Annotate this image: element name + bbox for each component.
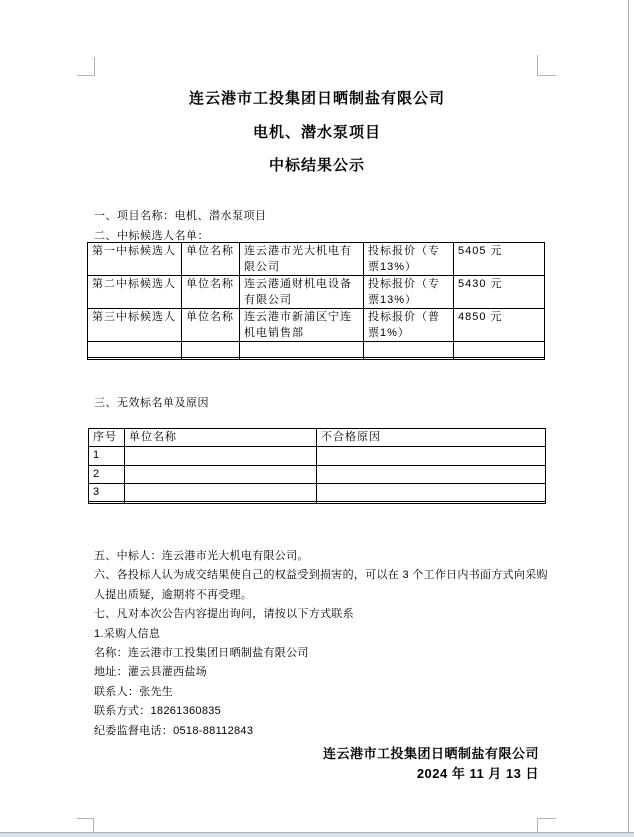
table-cell: 3 (89, 484, 125, 502)
document-title-announcement: 中标结果公示 (268, 157, 365, 174)
table-cell (317, 484, 546, 502)
table-cell: 单位名称 (182, 243, 240, 276)
table-row (88, 276, 545, 309)
title-block (0, 82, 634, 183)
table-row (88, 309, 545, 342)
paragraph-purchaser-info: 1.采购人信息 (94, 627, 161, 640)
table-cell (317, 501, 546, 503)
section-3-invalid-bids: 三、无效标名单及原因 (94, 397, 209, 409)
table-cell: 投标报价（普票1%） (364, 309, 454, 342)
table-cell: 2 (89, 466, 125, 484)
table-cell: 序号 (89, 429, 125, 447)
table-cell: 第三中标候选人 (88, 309, 182, 342)
table-cell: 5430 元 (454, 276, 545, 309)
table-row (89, 484, 546, 502)
table-cell (454, 358, 545, 360)
table-cell (88, 358, 182, 360)
crop-mark-bottom-left (77, 818, 94, 833)
table-cell: 连云港市光大机电有限公司 (240, 243, 364, 276)
table-cell: 单位名称 (125, 429, 317, 447)
table-cell (317, 466, 546, 484)
crop-mark-top-left (77, 57, 95, 76)
table-cell: 不合格原因 (317, 429, 546, 447)
table-cell (240, 342, 364, 358)
crop-mark-top-right (537, 55, 556, 76)
supervision-phone: 纪委监督电话：0518-88112843 (94, 724, 254, 737)
table-row (88, 342, 545, 358)
section-1-project-name: 一、项目名称：电机、潜水泵项目 (94, 210, 267, 222)
body-paragraphs (94, 547, 548, 741)
table-cell (240, 358, 364, 360)
contact-person: 联系人：张先生 (94, 685, 174, 698)
document-title-project: 电机、潜水泵项目 (252, 123, 381, 141)
table-cell: 第一中标候选人 (88, 243, 182, 276)
table-cell: 连云港市新浦区宁连机电销售部 (240, 309, 364, 342)
table-cell: 1 (89, 447, 125, 466)
table-row (89, 501, 546, 503)
table-row (89, 447, 546, 466)
table-cell (88, 342, 182, 358)
table-cell: 第二中标候选人 (88, 276, 182, 309)
table-cell (125, 447, 317, 466)
footer-signature (323, 744, 539, 783)
table-cell (364, 342, 454, 358)
table-cell (364, 358, 454, 360)
outside-page-strip (0, 833, 634, 837)
crop-mark-bottom-right (537, 818, 556, 833)
table-cell (182, 358, 240, 360)
paragraph-objection-1: 六、各投标人认为成交结果使自己的权益受到损害的，可以在 3 个工作日内书面方式向采购 (94, 569, 548, 582)
table-cell (89, 501, 125, 503)
paragraph-objection-2: 人提出质疑，逾期将不再受理。 (94, 588, 253, 601)
table-cell: 连云港通财机电设备有限公司 (240, 276, 364, 309)
table-cell (317, 447, 546, 466)
paragraph-contact-intro: 七、凡对本次公告内容提出询问，请按以下方式联系 (94, 608, 354, 621)
table-cell: 5405 元 (454, 243, 545, 276)
table-cell: 单位名称 (182, 276, 240, 309)
footer-date: 2024 年 11 月 13 日 (416, 765, 539, 781)
table-cell: 投标报价（专票13%） (364, 243, 454, 276)
section-2-candidate-list: 二、中标候选人名单： (94, 230, 209, 242)
footer-company: 连云港市工投集团日晒制盐有限公司 (322, 746, 539, 761)
document-title-company: 连云港市工投集团日晒制盐有限公司 (188, 90, 445, 107)
table-cell (125, 484, 317, 502)
table-cell (125, 466, 317, 484)
table-cell (182, 342, 240, 358)
table-cell (125, 501, 317, 503)
purchaser-name: 名称：连云港市工投集团日晒制盐有限公司 (94, 647, 309, 660)
table-cell: 投标报价（专票13%） (364, 276, 454, 309)
invalid-bids-table (88, 428, 546, 504)
table-row (89, 429, 546, 447)
table-cell: 单位名称 (182, 309, 240, 342)
table-row (89, 466, 546, 484)
table-row (88, 243, 545, 276)
table-cell (454, 342, 545, 358)
paragraph-winner: 五、中标人：连云港市光大机电有限公司。 (94, 550, 309, 562)
purchaser-address: 地址：灌云县灌西盐场 (94, 666, 207, 679)
contact-phone: 联系方式：18261360835 (94, 705, 222, 718)
candidates-table (87, 242, 545, 360)
table-cell: 4850 元 (454, 309, 545, 342)
table-row (88, 358, 545, 360)
